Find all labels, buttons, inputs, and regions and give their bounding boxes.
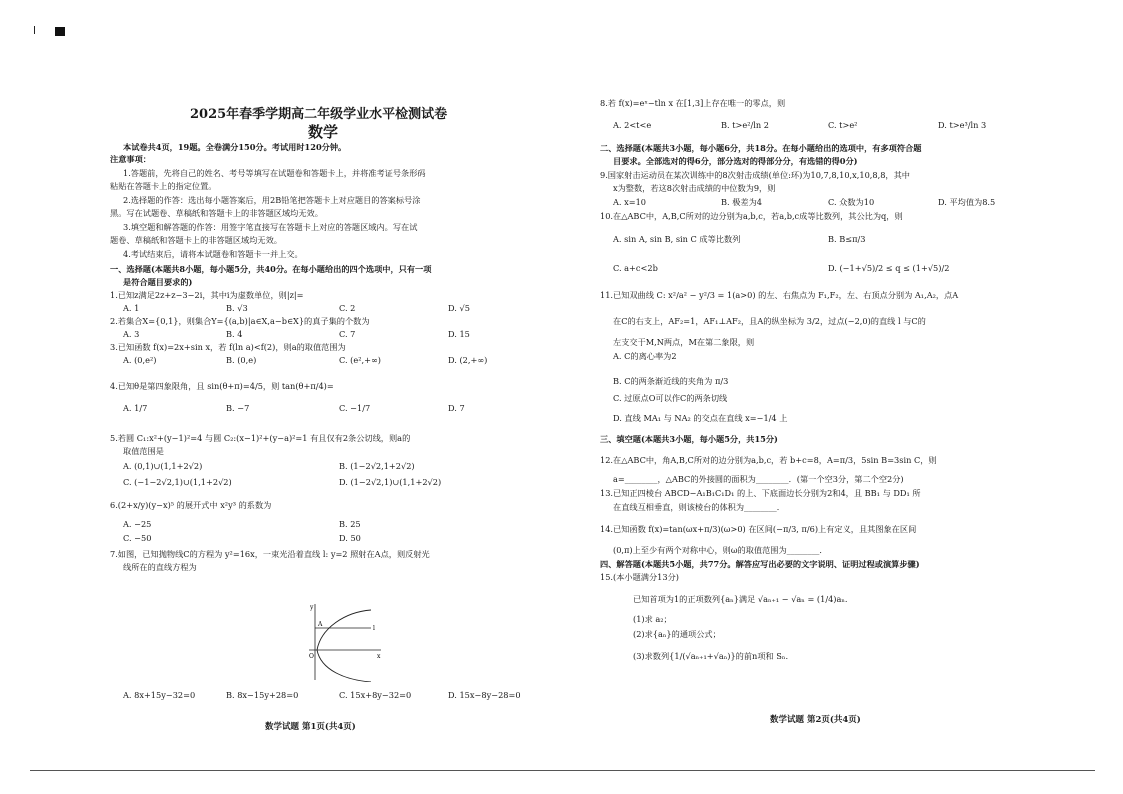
section-heading: 二、选择题(本题共3小题，每小题6分，共18分。在每小题给出的选项中，有多项符合题 [600, 143, 922, 153]
question-4: 4.已知θ是第四象限角，且 sin(θ+π)=4/5，则 tan(θ+π/4)= [110, 381, 334, 391]
option: C. −50 [123, 533, 152, 543]
notice-line: 2.选择题的作答：选出每小题答案后，用2B铅笔把答题卡上对应题目的答案标号涂 [123, 195, 421, 205]
option: A. 1 [123, 303, 140, 313]
question-3: 3.已知函数 f(x)=2x+sin x，若 f(ln a)<f(2)，则a的取值范围为 [110, 342, 346, 352]
question-15-part: (2)求{aₙ}的通项公式； [633, 629, 721, 639]
option: D. √5 [448, 303, 470, 313]
origin-label: O [309, 653, 314, 660]
question-11-cont: 在C的右支上，AF₂=1，AF₁⊥AF₂，且A的纵坐标为 3/2，过点(−2,0)的直线 l 与C的 [613, 316, 926, 326]
section-heading: 三、填空题(本题共3小题，每小题5分，共15分) [600, 434, 778, 444]
question-13: 13.已知正四棱台 ABCD−A₁B₁C₁D₁ 的上、下底面边长分别为2和4，且 BB₁ 与 DD₁ 所 [600, 488, 921, 498]
question-14-cont: (0,π)上至少有两个对称中心，则ω的取值范围为________． [613, 545, 828, 555]
option: D. 15x−8y−28=0 [448, 690, 521, 700]
parabola-figure [305, 600, 385, 682]
option: C. 15x+8y−32=0 [339, 690, 412, 700]
option: B. 25 [339, 519, 361, 529]
notice-line: 4.考试结束后，请将本试题卷和答题卡一并上交。 [123, 249, 303, 259]
scan-mark [34, 26, 35, 34]
question-14: 14.已知函数 f(x)=tan(ωx+π/3)(ω>0) 在区间(−π/3, π/6)上有定义，且其图象在区间 [600, 524, 917, 534]
point-a-label: A [318, 621, 323, 628]
notice-line: 1.答题前，先将自己的姓名、考号等填写在试题卷和答题卡上，并将准考证号条形码 [123, 168, 426, 178]
option: A. 3 [123, 329, 140, 339]
y-label: y [310, 604, 314, 611]
option: D. (1−2√2,1)∪(1,1+2√2) [339, 477, 442, 487]
option: C. −1/7 [339, 403, 371, 413]
option: A. x=10 [613, 197, 647, 207]
option: D. (−1+√5)/2 ≤ q ≤ (1+√5)/2 [828, 263, 950, 273]
option: C. a+c<2b [613, 263, 658, 273]
option: C. 2 [339, 303, 356, 313]
section-heading: 一、选择题(本题共8小题，每小题5分，共40分。在每小题给出的四个选项中，只有一项 [110, 264, 432, 274]
line-l-label: l [373, 625, 375, 632]
question-7-cont: 线所在的直线方程为 [123, 562, 197, 572]
question-2: 2.若集合X={0,1}，则集合Y={(a,b)|a∈X,a−b∈X}的真子集的个数为 [110, 316, 370, 326]
option: C. 众数为10 [828, 197, 875, 207]
option: D. t>e³/ln 3 [938, 120, 987, 130]
question-15-part: (3)求数列{1/(√aₙ₊₁+√aₙ)}的前n项和 Sₙ. [633, 651, 789, 661]
option: C. (e²,+∞) [339, 355, 381, 365]
question-1: 1.已知z满足2z+z−3−2i，其中i为虚数单位，则|z|= [110, 290, 304, 300]
option: B. −7 [226, 403, 250, 413]
question-5: 5.若圆 C₁:x²+(y−1)²=4 与圆 C₂:(x−1)²+(y−a)²=1 有且仅有2条公切线，则a的 [110, 433, 411, 443]
page-footer: 数学试题 第1页(共4页) [265, 722, 356, 732]
option: B. B≤π/3 [828, 234, 866, 244]
question-15-heading: 15.(本小题满分13分) [600, 572, 679, 582]
notice-line: 粘贴在答题卡上的指定位置。 [110, 181, 217, 191]
question-12: 12.在△ABC中，角A,B,C所对的边分别为a,b,c，若 b+c=8，A=π/3，5sin B=3sin C，则 [600, 455, 937, 465]
question-9: 9.国家射击运动员在某次训练中的8次射击成绩(单位:环)为10,7,8,10,x,10,8,8，其中 [600, 170, 910, 180]
option: C. 过原点O可以作C的两条切线 [613, 393, 728, 403]
option: A. 8x+15y−32=0 [123, 690, 196, 700]
option: B. t>e²/ln 2 [721, 120, 769, 130]
page-footer: 数学试题 第2页(共4页) [770, 715, 861, 725]
option: B. √3 [226, 303, 248, 313]
option: D. 15 [448, 329, 470, 339]
notice-line: 题卷、草稿纸和答题卡上的非答题区域均无效。 [110, 235, 282, 245]
question-5-cont: 取值范围是 [123, 446, 164, 456]
question-11-cont: 左支交于M,N两点，M在第二象限，则 [613, 337, 755, 347]
option: D. 平均值为8.5 [938, 197, 996, 207]
question-9-cont: x为整数，若这8次射击成绩的中位数为9，则 [613, 183, 776, 193]
notice-line: 3.填空题和解答题的作答：用签字笔直接写在答题卡上对应的答题区域内。写在试 [123, 222, 418, 232]
question-10: 10.在△ABC中，A,B,C所对的边分别为a,b,c，若a,b,c成等比数列，其公比为q，则 [600, 211, 903, 221]
section-heading: 是符合题目要求的) [123, 277, 193, 287]
parabola-curve [317, 610, 371, 682]
bottom-rule [30, 770, 1095, 771]
option: B. 8x−15y+28=0 [226, 690, 299, 700]
option: A. 1/7 [123, 403, 148, 413]
question-6: 6.(2+x/y)(y−x)⁵ 的展开式中 x²y³ 的系数为 [110, 500, 272, 510]
option: C. (−1−2√2,1)∪(1,1+2√2) [123, 477, 232, 487]
question-15-part: (1)求 a₂； [633, 614, 672, 624]
x-label: x [377, 653, 381, 660]
question-12-cont: a=________，△ABC的外接圆的面积为________．(第一个空3分，第二个空2分) [613, 474, 904, 484]
option: A. 2<t<e [613, 120, 652, 130]
section-heading: 四、解答题(本题共5小题，共77分。解答应写出必要的文字说明、证明过程或演算步骤) [600, 559, 920, 569]
option: A. (0,e²) [123, 355, 157, 365]
option: D. 50 [339, 533, 361, 543]
exam-title: 2025年春季学期高二年级学业水平检测试卷 [190, 107, 448, 122]
section-heading: 目要求。全部选对的得6分，部分选对的得部分分，有选错的得0分) [613, 156, 858, 166]
option: A. −25 [123, 519, 152, 529]
option: A. C的离心率为2 [613, 351, 677, 361]
question-15-stem: 已知首项为1的正项数列{aₙ}满足 √aₙ₊₁ − √aₙ = (1/4)aₙ. [633, 594, 848, 604]
question-8: 8.若 f(x)=eˣ−tln x 在[1,3]上存在唯一的零点，则 [600, 98, 786, 108]
option: B. C的两条渐近线的夹角为 π/3 [613, 376, 729, 386]
exam-subject: 数学 [308, 123, 339, 141]
corner-marker [55, 27, 65, 36]
option: B. (1−2√2,1+2√2) [339, 461, 415, 471]
notice-line: 黑。写在试题卷、草稿纸和答题卡上的非答题区域均无效。 [110, 208, 323, 218]
option: D. 直线 MA₁ 与 NA₂ 的交点在直线 x=−1/4 上 [613, 413, 788, 423]
question-11: 11.已知双曲线 C: x²/a² − y²/3 = 1(a>0) 的左、右焦点为 F₁,F₂，左、右顶点分别为 A₁,A₂，点A [600, 290, 959, 300]
option: D. 7 [448, 403, 465, 413]
option: A. (0,1)∪(1,1+2√2) [123, 461, 203, 471]
option: B. 极差为4 [721, 197, 762, 207]
exam-intro: 本试卷共4页，19题。全卷满分150分。考试用时120分钟。 [123, 142, 347, 152]
option: B. (0,e) [226, 355, 257, 365]
option: A. sin A, sin B, sin C 成等比数列 [613, 234, 741, 244]
option: C. t>e² [828, 120, 858, 130]
question-13-cont: 在直线互相垂直，则该棱台的体积为________． [613, 502, 785, 512]
option: B. 4 [226, 329, 243, 339]
option: D. (2,+∞) [448, 355, 488, 365]
question-7: 7.如图，已知抛物线C的方程为 y²=16x，一束光沿着直线 l: y=2 照射在A点，则反射光 [110, 549, 430, 559]
notice-heading: 注意事项： [110, 154, 151, 164]
option: C. 7 [339, 329, 356, 339]
